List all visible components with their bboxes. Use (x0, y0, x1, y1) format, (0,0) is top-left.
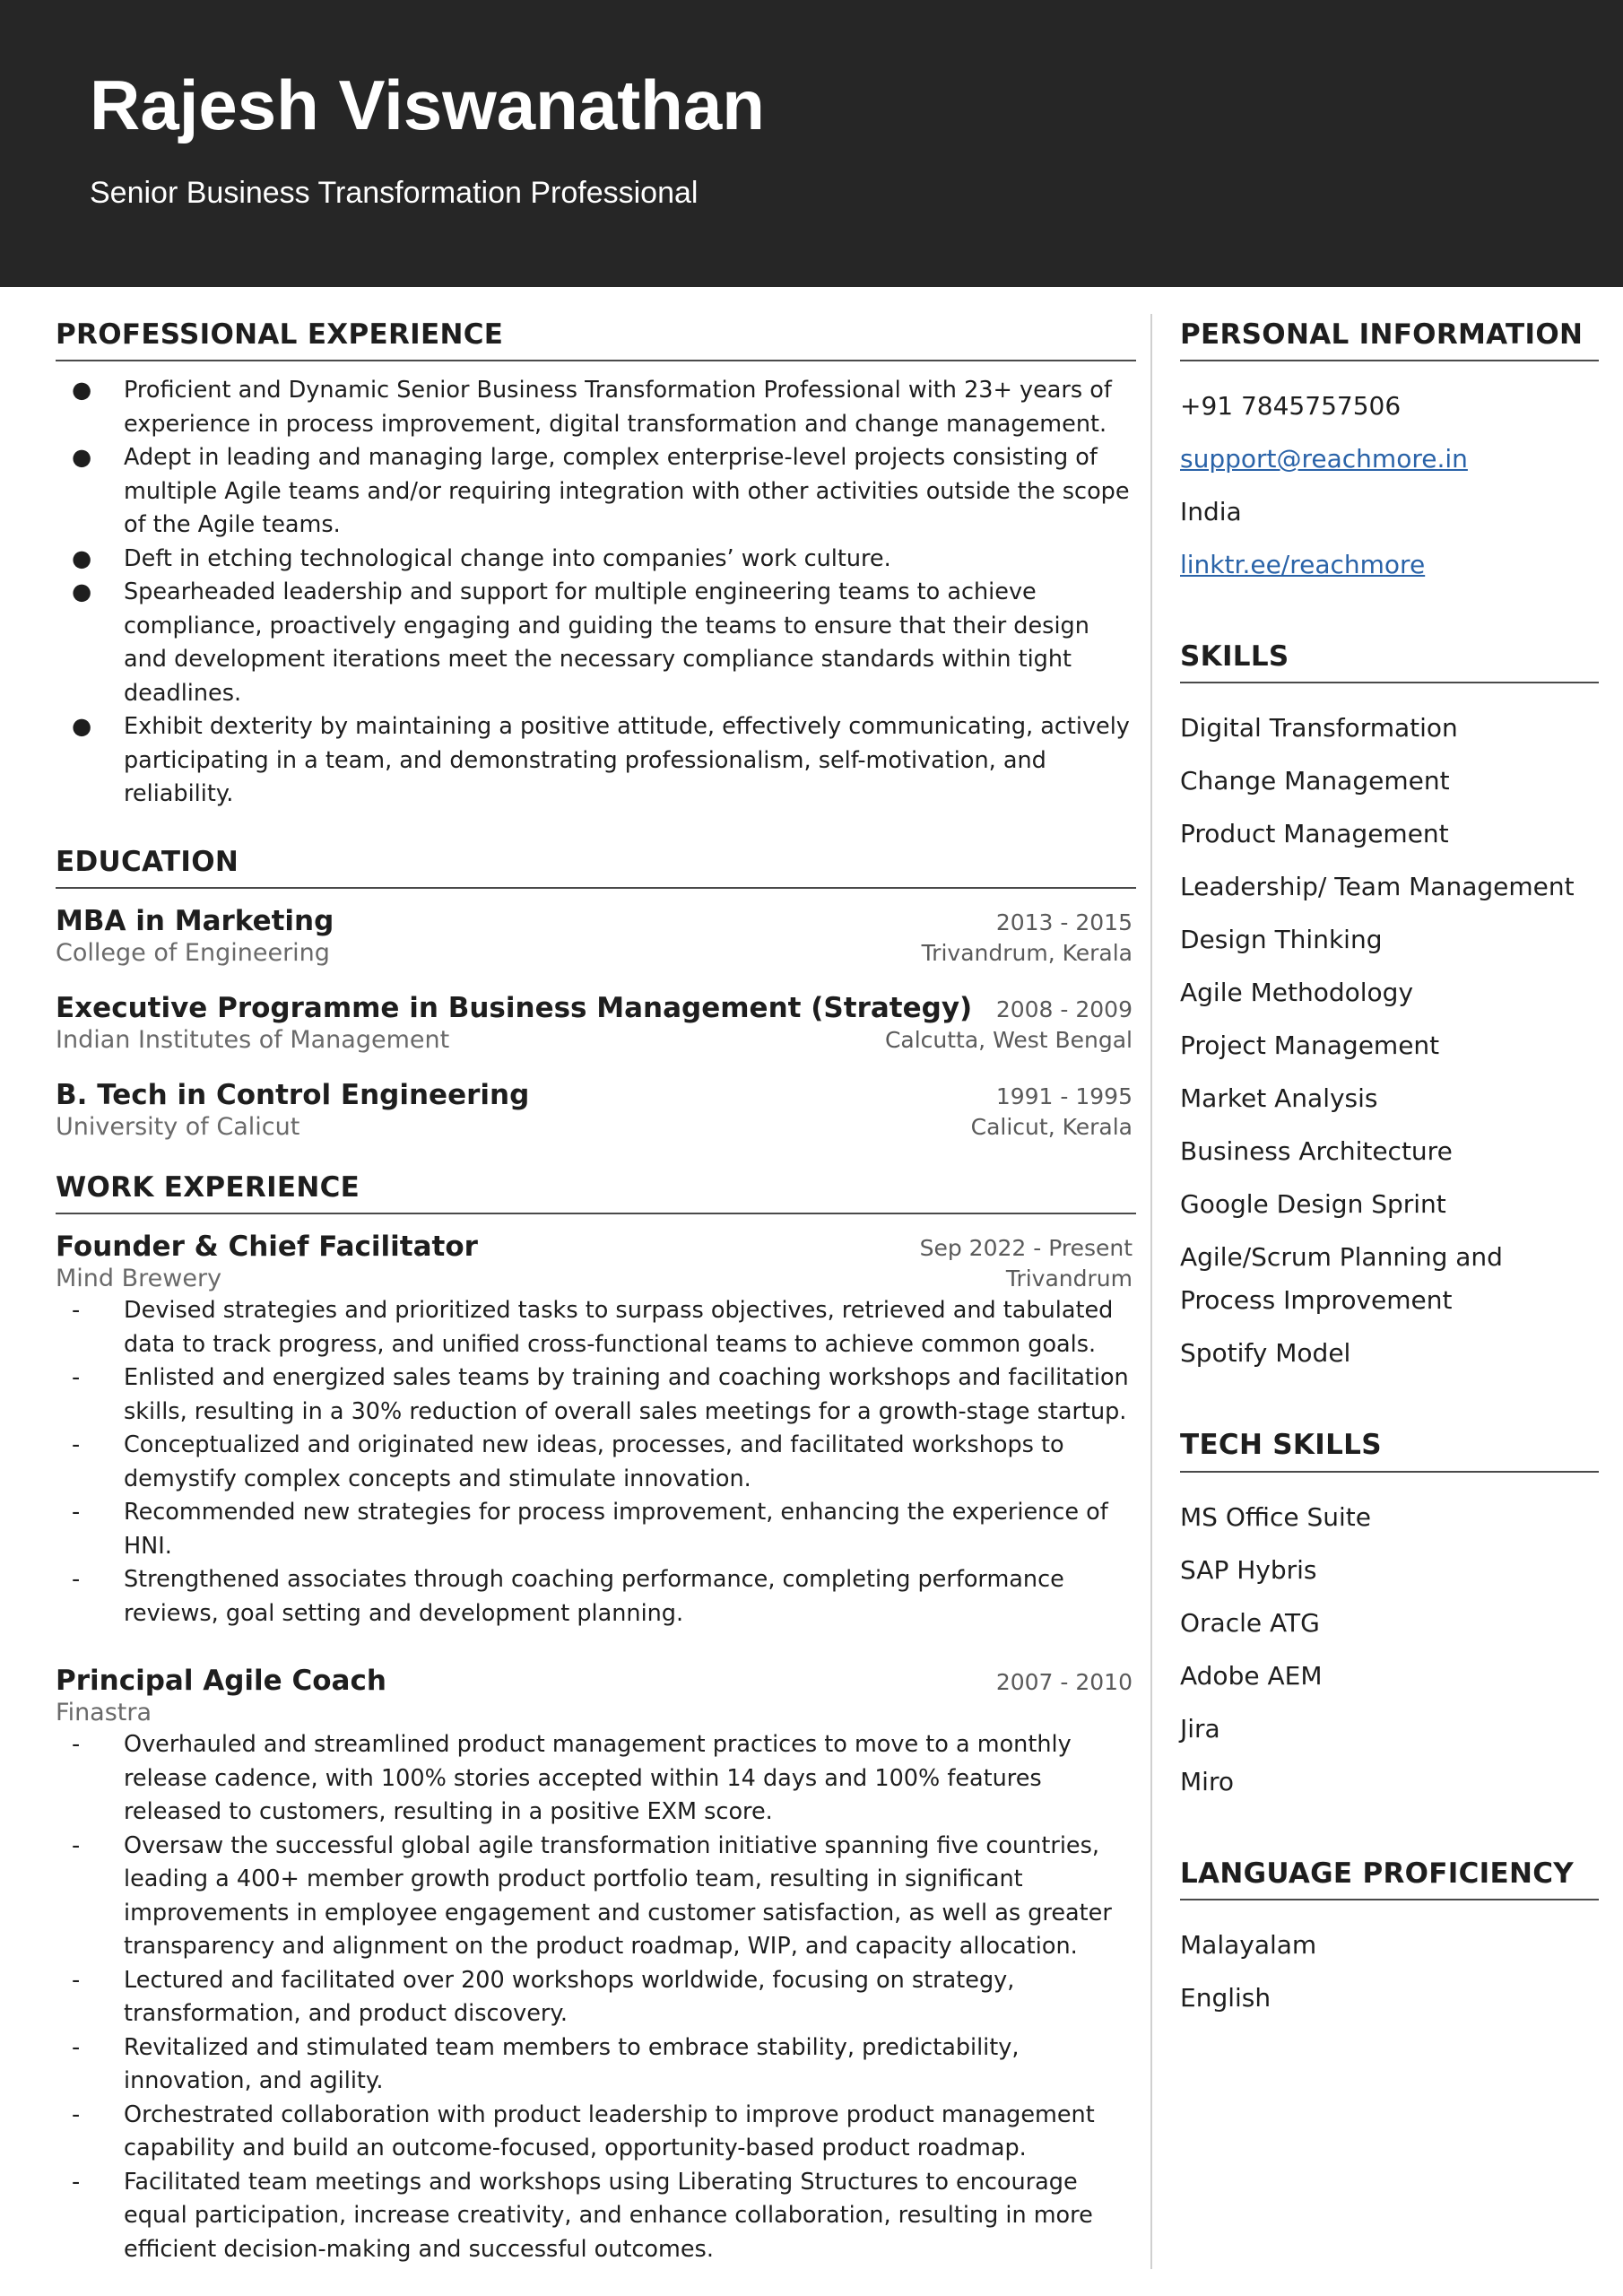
section-title-tech-skills: TECH SKILLS (1180, 1429, 1599, 1472)
skill-item: Project Management (1180, 1031, 1440, 1061)
list-item (56, 1361, 1136, 1429)
company-name: Mind Brewery (56, 1265, 222, 1293)
education-section (56, 846, 1136, 1141)
list-item (56, 2099, 1136, 2166)
job-dates: Sep 2022 - Present (919, 1235, 1133, 1262)
professional-experience-section (56, 318, 1136, 812)
list-item (56, 710, 1136, 812)
phone-number: +91 7845757506 (1180, 391, 1402, 422)
list-item (56, 1563, 1136, 1631)
tech-skills-section (1180, 1429, 1599, 1803)
bullet-dash-icon: - (72, 1731, 81, 1759)
bullet-dot-icon: ● (72, 444, 92, 472)
skills-section (1180, 640, 1599, 1375)
candidate-name: Rajesh Viswanathan (90, 65, 765, 144)
list-item (56, 2031, 1136, 2099)
list-item (56, 543, 1136, 577)
bullet-dash-icon: - (72, 1831, 81, 1859)
job-role: Founder & Chief Facilitator (56, 1231, 478, 1264)
degree-dates: 1991 - 1995 (995, 1083, 1133, 1109)
list-item-text: Devised strategies and prioritized tasks to surpass objectives, retrieved and tabulated data to track progress, and unified cross-functional teams to achieve common goals. (124, 1297, 1114, 1358)
list-item (56, 1429, 1136, 1496)
list-item (56, 1496, 1136, 1563)
school-location: Calcutta, West Bengal (884, 1026, 1133, 1053)
bullet-dash-icon: - (72, 1966, 81, 1994)
list-item (56, 441, 1136, 543)
skill-item: Spotify Model (1180, 1338, 1351, 1369)
list-item-text: Spearheaded leadership and support for multiple engineering teams to achieve compliance, proactively engaging and guiding the teams to ensure that their design and development iterations meet the necessary compliance standards within tight deadlines. (124, 578, 1089, 707)
skill-item: Digital Transformation (1180, 713, 1458, 744)
bullet-dot-icon: ● (72, 578, 92, 606)
job-bullet-list (56, 1294, 1136, 1631)
tech-skill-item: Jira (1180, 1713, 1220, 1744)
bullet-dot-icon: ● (72, 377, 92, 404)
language-proficiency-section (1180, 1857, 1599, 2020)
job-bullet-list (56, 1728, 1136, 2266)
list-item (56, 1830, 1136, 1964)
tech-skill-item: Adobe AEM (1180, 1660, 1323, 1691)
skill-item: Google Design Sprint (1180, 1189, 1446, 1220)
tech-skill-item: Miro (1180, 1766, 1234, 1796)
skill-item: Product Management (1180, 819, 1449, 849)
skill-item: Agile Methodology (1180, 978, 1414, 1008)
degree-dates: 2013 - 2015 (995, 909, 1133, 935)
list-item (56, 1728, 1136, 1830)
language-item: English (1180, 1982, 1271, 2013)
list-item-text: Overhauled and streamlined product management practices to move to a monthly release cadence, with 100% stories accepted within 14 days and 100% features released to customers, resulting in a positive EXM score. (124, 1731, 1072, 1826)
school-name: College of Engineering (56, 938, 330, 967)
skill-item: Business Architecture (1180, 1136, 1453, 1167)
degree-title: Executive Programme in Business Management (Strategy) (56, 991, 973, 1024)
summary-list (56, 374, 1136, 812)
bullet-dash-icon: - (72, 2100, 81, 2128)
skill-item: Agile/Scrum Planning and Process Improvement (1180, 1242, 1503, 1316)
section-title-personal-information: PERSONAL INFORMATION (1180, 318, 1599, 361)
list-item-text: Oversaw the successful global agile transformation initiative spanning five countries, leading a 400+ member growth product portfolio team, resulting in significant improvements in employee engagement and customer satisfaction, as well as greater transparency and alignment on the product roadmap, WIP, and capacity allocation. (124, 1831, 1112, 1961)
personal-information-section (1180, 318, 1599, 587)
tech-skill-item: SAP Hybris (1180, 1554, 1317, 1585)
list-item-text: Revitalized and stimulated team members to embrace stability, predictability, innovation, and agility. (124, 2033, 1020, 2095)
language-item: Malayalam (1180, 1929, 1317, 1960)
list-item-text: Facilitated team meetings and workshops using Liberating Structures to encourage equal participation, increase creativity, and enhance collaboration, resulting in more efficient decision-making and successful outcomes. (124, 2168, 1093, 2263)
bullet-dot-icon: ● (72, 544, 92, 572)
tech-skill-item: MS Office Suite (1180, 1501, 1371, 1532)
work-experience-section (56, 1171, 1136, 2266)
list-item-text: Recommended new strategies for process improvement, enhancing the experience of HNI. (124, 1499, 1108, 1560)
bullet-dash-icon: - (72, 1566, 81, 1594)
list-item-text: Lectured and facilitated over 200 workshops worldwide, focusing on strategy, transformation, and product discovery. (124, 1966, 1015, 2028)
degree-title: B. Tech in Control Engineering (56, 1078, 530, 1111)
section-title-work-experience: WORK EXPERIENCE (56, 1171, 1136, 1214)
section-title-education: EDUCATION (56, 846, 1136, 889)
job-location: Trivandrum (1005, 1265, 1133, 1292)
school-name: University of Calicut (56, 1112, 300, 1141)
list-item-text: Adept in leading and managing large, complex enterprise-level projects consisting of multiple Agile teams and/or requiring integration with other activities outside the scope of the Agile teams. (124, 444, 1130, 539)
bullet-dash-icon: - (72, 1499, 81, 1526)
section-title-professional-experience: PROFESSIONAL EXPERIENCE (56, 318, 1136, 361)
skill-item: Design Thinking (1180, 925, 1383, 955)
email-link[interactable]: support@reachmore.in (1180, 444, 1468, 474)
list-item-text: Deft in etching technological change into companies’ work culture. (124, 544, 891, 572)
main-column (56, 318, 1136, 2266)
column-divider (1150, 314, 1152, 2269)
skill-item: Market Analysis (1180, 1083, 1378, 1114)
job-role: Principal Agile Coach (56, 1665, 386, 1698)
bullet-dash-icon: - (72, 1431, 81, 1459)
section-title-language-proficiency: LANGUAGE PROFICIENCY (1180, 1857, 1599, 1900)
list-item (56, 576, 1136, 710)
education-entry (56, 1079, 1136, 1141)
list-item (56, 2166, 1136, 2267)
job-entry (56, 1231, 1136, 1631)
sidebar-column (1180, 318, 1599, 2020)
bullet-dash-icon: - (72, 1364, 81, 1392)
candidate-title: Senior Business Transformation Professional (90, 176, 699, 210)
school-location: Trivandrum, Kerala (921, 939, 1133, 966)
skill-item: Change Management (1180, 766, 1450, 796)
bullet-dash-icon: - (72, 2033, 81, 2061)
company-name: Finastra (56, 1699, 152, 1727)
education-entry (56, 992, 1136, 1054)
skill-item: Leadership/ Team Management (1180, 872, 1575, 902)
bullet-dash-icon: - (72, 2168, 81, 2196)
school-name: Indian Institutes of Management (56, 1025, 450, 1054)
bullet-dot-icon: ● (72, 713, 92, 741)
list-item-text: Conceptualized and originated new ideas, processes, and facilitated workshops to demystify complex concepts and stimulate innovation. (124, 1431, 1064, 1492)
job-entry (56, 1665, 1136, 2266)
list-item-text: Proficient and Dynamic Senior Business Transformation Professional with 23+ years of experience in process improvement, digital transformation and change management. (124, 377, 1112, 438)
section-title-skills: SKILLS (1180, 640, 1599, 683)
resume-header (0, 0, 1623, 287)
list-item (56, 374, 1136, 441)
list-item-text: Enlisted and energized sales teams by training and coaching workshops and facilitation skills, resulting in a 30% reduction of overall sales meetings for a growth-stage startup. (124, 1364, 1129, 1425)
bullet-dash-icon: - (72, 1297, 81, 1325)
list-item-text: Strengthened associates through coaching performance, completing performance reviews, goal setting and development planning. (124, 1566, 1064, 1627)
job-dates: 2007 - 2010 (995, 1669, 1133, 1696)
education-entry (56, 905, 1136, 967)
degree-dates: 2008 - 2009 (995, 996, 1133, 1022)
list-item (56, 1294, 1136, 1361)
country: India (1180, 497, 1242, 527)
school-location: Calicut, Kerala (970, 1113, 1133, 1140)
tech-skill-item: Oracle ATG (1180, 1607, 1320, 1638)
list-item-text: Exhibit dexterity by maintaining a positive attitude, effectively communicating, actively participating in a team, and demonstrating professionalism, self-motivation, and reliability. (124, 713, 1130, 808)
website-link[interactable]: linktr.ee/reachmore (1180, 550, 1426, 580)
list-item (56, 1964, 1136, 2031)
degree-title: MBA in Marketing (56, 904, 334, 937)
list-item-text: Orchestrated collaboration with product leadership to improve product management capability and build an outcome-focused, opportunity-based product roadmap. (124, 2100, 1095, 2162)
